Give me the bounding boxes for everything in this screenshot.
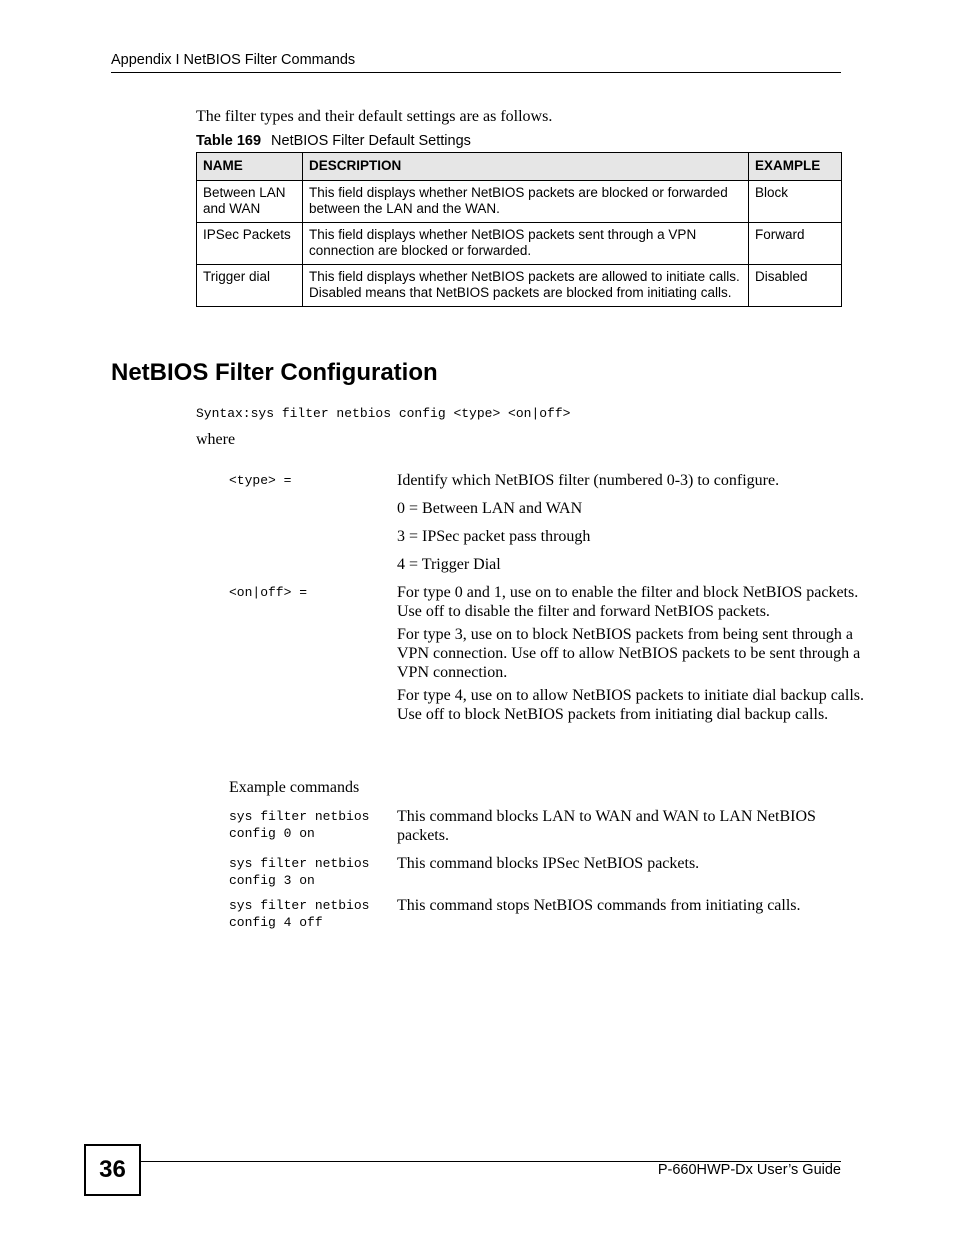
- where-label: where: [196, 431, 236, 448]
- syntax-line: Syntax:sys filter netbios config <type> <on|off>: [196, 406, 571, 421]
- row-example-cell: Block: [749, 181, 842, 223]
- column-header-name: NAME: [197, 153, 303, 181]
- table-caption-label: Table 169: [196, 133, 262, 149]
- table-row: [197, 265, 842, 307]
- intro-paragraph: The filter types and their default settings are as follows.: [196, 108, 553, 125]
- param-type-label: <type> =: [229, 473, 292, 488]
- row-name-cell: Trigger dial: [197, 265, 303, 307]
- example-command: sys filter netbios config 0 on: [229, 809, 370, 841]
- row-description-cell: This field displays whether NetBIOS packets are allowed to initiate calls. Disabled means that NetBIOS packets are blocked from initiating calls.: [303, 265, 749, 307]
- row-description-cell: This field displays whether NetBIOS packets are blocked or forwarded between the LAN and the WAN.: [303, 181, 749, 223]
- example-commands-label: Example commands: [229, 779, 360, 796]
- table-row: [197, 223, 842, 265]
- footer-guide-title: P-660HWP-Dx User’s Guide: [657, 1162, 841, 1178]
- page-number: 36: [84, 1144, 141, 1196]
- param-type-option: 0 = Between LAN and WAN: [397, 500, 583, 517]
- param-onoff-label: <on|off> =: [229, 585, 308, 600]
- table-caption-text: NetBIOS Filter Default Settings: [271, 133, 471, 149]
- example-command-description: This command blocks IPSec NetBIOS packets.: [397, 855, 700, 872]
- row-description-cell: This field displays whether NetBIOS packets sent through a VPN connection are blocked or forwarded.: [303, 223, 749, 265]
- section-heading: NetBIOS Filter Configuration: [111, 359, 438, 386]
- column-header-description: DESCRIPTION: [303, 153, 749, 181]
- param-type-description: Identify which NetBIOS filter (numbered 0-3) to configure.: [397, 472, 780, 489]
- row-name-cell: Between LAN and WAN: [197, 181, 303, 223]
- netbios-defaults-table: [196, 152, 842, 307]
- param-type-option: 3 = IPSec packet pass through: [397, 528, 591, 545]
- param-onoff-paragraph: For type 0 and 1, use on to enable the filter and block NetBIOS packets. Use off to disable the filter and forward NetBIOS packets.: [397, 584, 859, 620]
- row-example-cell: Forward: [749, 223, 842, 265]
- running-header-title: Appendix I NetBIOS Filter Commands: [111, 52, 356, 68]
- example-command: sys filter netbios config 4 off: [229, 898, 370, 930]
- param-type-option: 4 = Trigger Dial: [397, 556, 501, 573]
- example-command-description: This command stops NetBIOS commands from initiating calls.: [397, 897, 801, 914]
- column-header-example: EXAMPLE: [749, 153, 842, 181]
- example-command: sys filter netbios config 3 on: [229, 856, 370, 888]
- table-header-row: [197, 153, 842, 181]
- table-caption: [196, 133, 471, 149]
- table-row: [197, 181, 842, 223]
- param-onoff-paragraph: For type 4, use on to allow NetBIOS packets to initiate dial backup calls. Use off to block NetBIOS packets from initiating dial backup calls.: [397, 687, 865, 723]
- running-header: [111, 52, 841, 73]
- param-onoff-paragraph: For type 3, use on to block NetBIOS packets from being sent through a VPN connection. Use off to allow NetBIOS packets to be sent through a VPN connection.: [397, 626, 861, 681]
- example-command-description: This command blocks LAN to WAN and WAN to LAN NetBIOS packets.: [397, 808, 816, 844]
- row-example-cell: Disabled: [749, 265, 842, 307]
- row-name-cell: IPSec Packets: [197, 223, 303, 265]
